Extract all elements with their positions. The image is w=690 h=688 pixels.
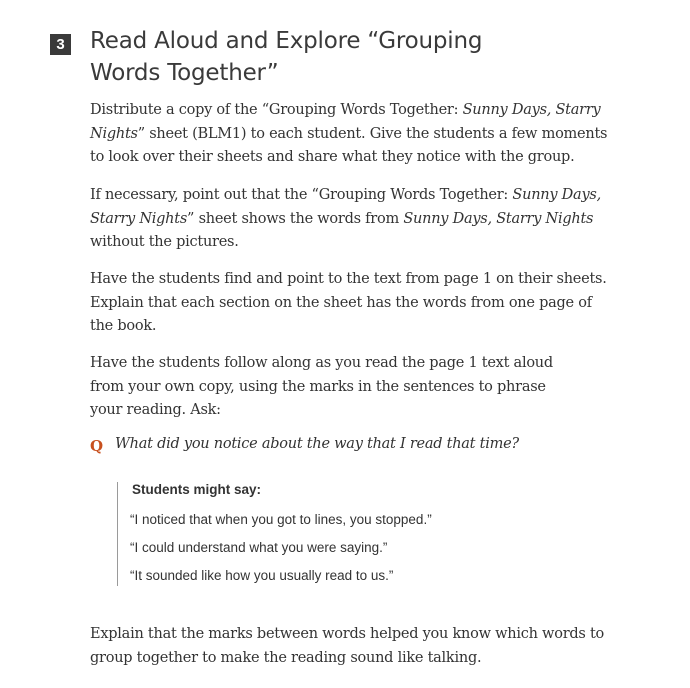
heading-line-2: Words Together” [90,60,279,86]
students-might-say-title: Students might say: [132,482,262,497]
step-heading [90,25,650,89]
paragraph-line: your reading. Ask: [90,402,221,418]
paragraph-distribute [90,99,670,170]
paragraph-line: Explain that the marks between words helped you know which words to [90,626,605,642]
paragraph-line: Explain that each section on the sheet has the words from one page of [90,294,592,311]
paragraph-line: to look over their sheets and share what they notice with the group. [90,149,575,165]
student-response: “I noticed that when you got to lines, you stopped.” [130,512,432,527]
paragraph-line: Have the students find and point to the text from page 1 on their sheets. [90,271,607,287]
paragraph-point-out [90,184,670,255]
paragraph-follow-along [90,352,670,423]
paragraph-line: from your own copy, using the marks in the sentences to phrase [90,378,546,395]
paragraph-line: without the pictures. [90,234,239,250]
paragraph-find-text [90,268,670,339]
paragraph-line: Starry Nights” sheet shows the words from Sunny Days, Starry Nights [90,210,594,227]
student-response: “I could understand what you were saying.” [130,540,388,555]
paragraph-line: Have the students follow along as you read the page 1 text aloud [90,355,553,371]
paragraph-line: Nights” sheet (BLM1) to each student. Give the students a few moments [90,125,608,142]
students-might-say-box [117,482,538,586]
paragraph-line: Distribute a copy of the “Grouping Words Together: Sunny Days, Starry [90,102,601,118]
question-text: What did you notice about the way that I read that time? [115,436,519,452]
step-number-badge: 3 [50,34,71,55]
paragraph-line: If necessary, point out that the “Grouping Words Together: Sunny Days, [90,187,601,203]
question-marker: Q [90,437,104,455]
student-response: “It sounded like how you usually read to us.” [130,568,394,583]
paragraph-line: group together to make the reading sound like talking. [90,649,482,666]
heading-line-1: Read Aloud and Explore “Grouping [90,28,483,54]
paragraph-closing [90,623,670,670]
paragraph-line: the book. [90,318,157,334]
